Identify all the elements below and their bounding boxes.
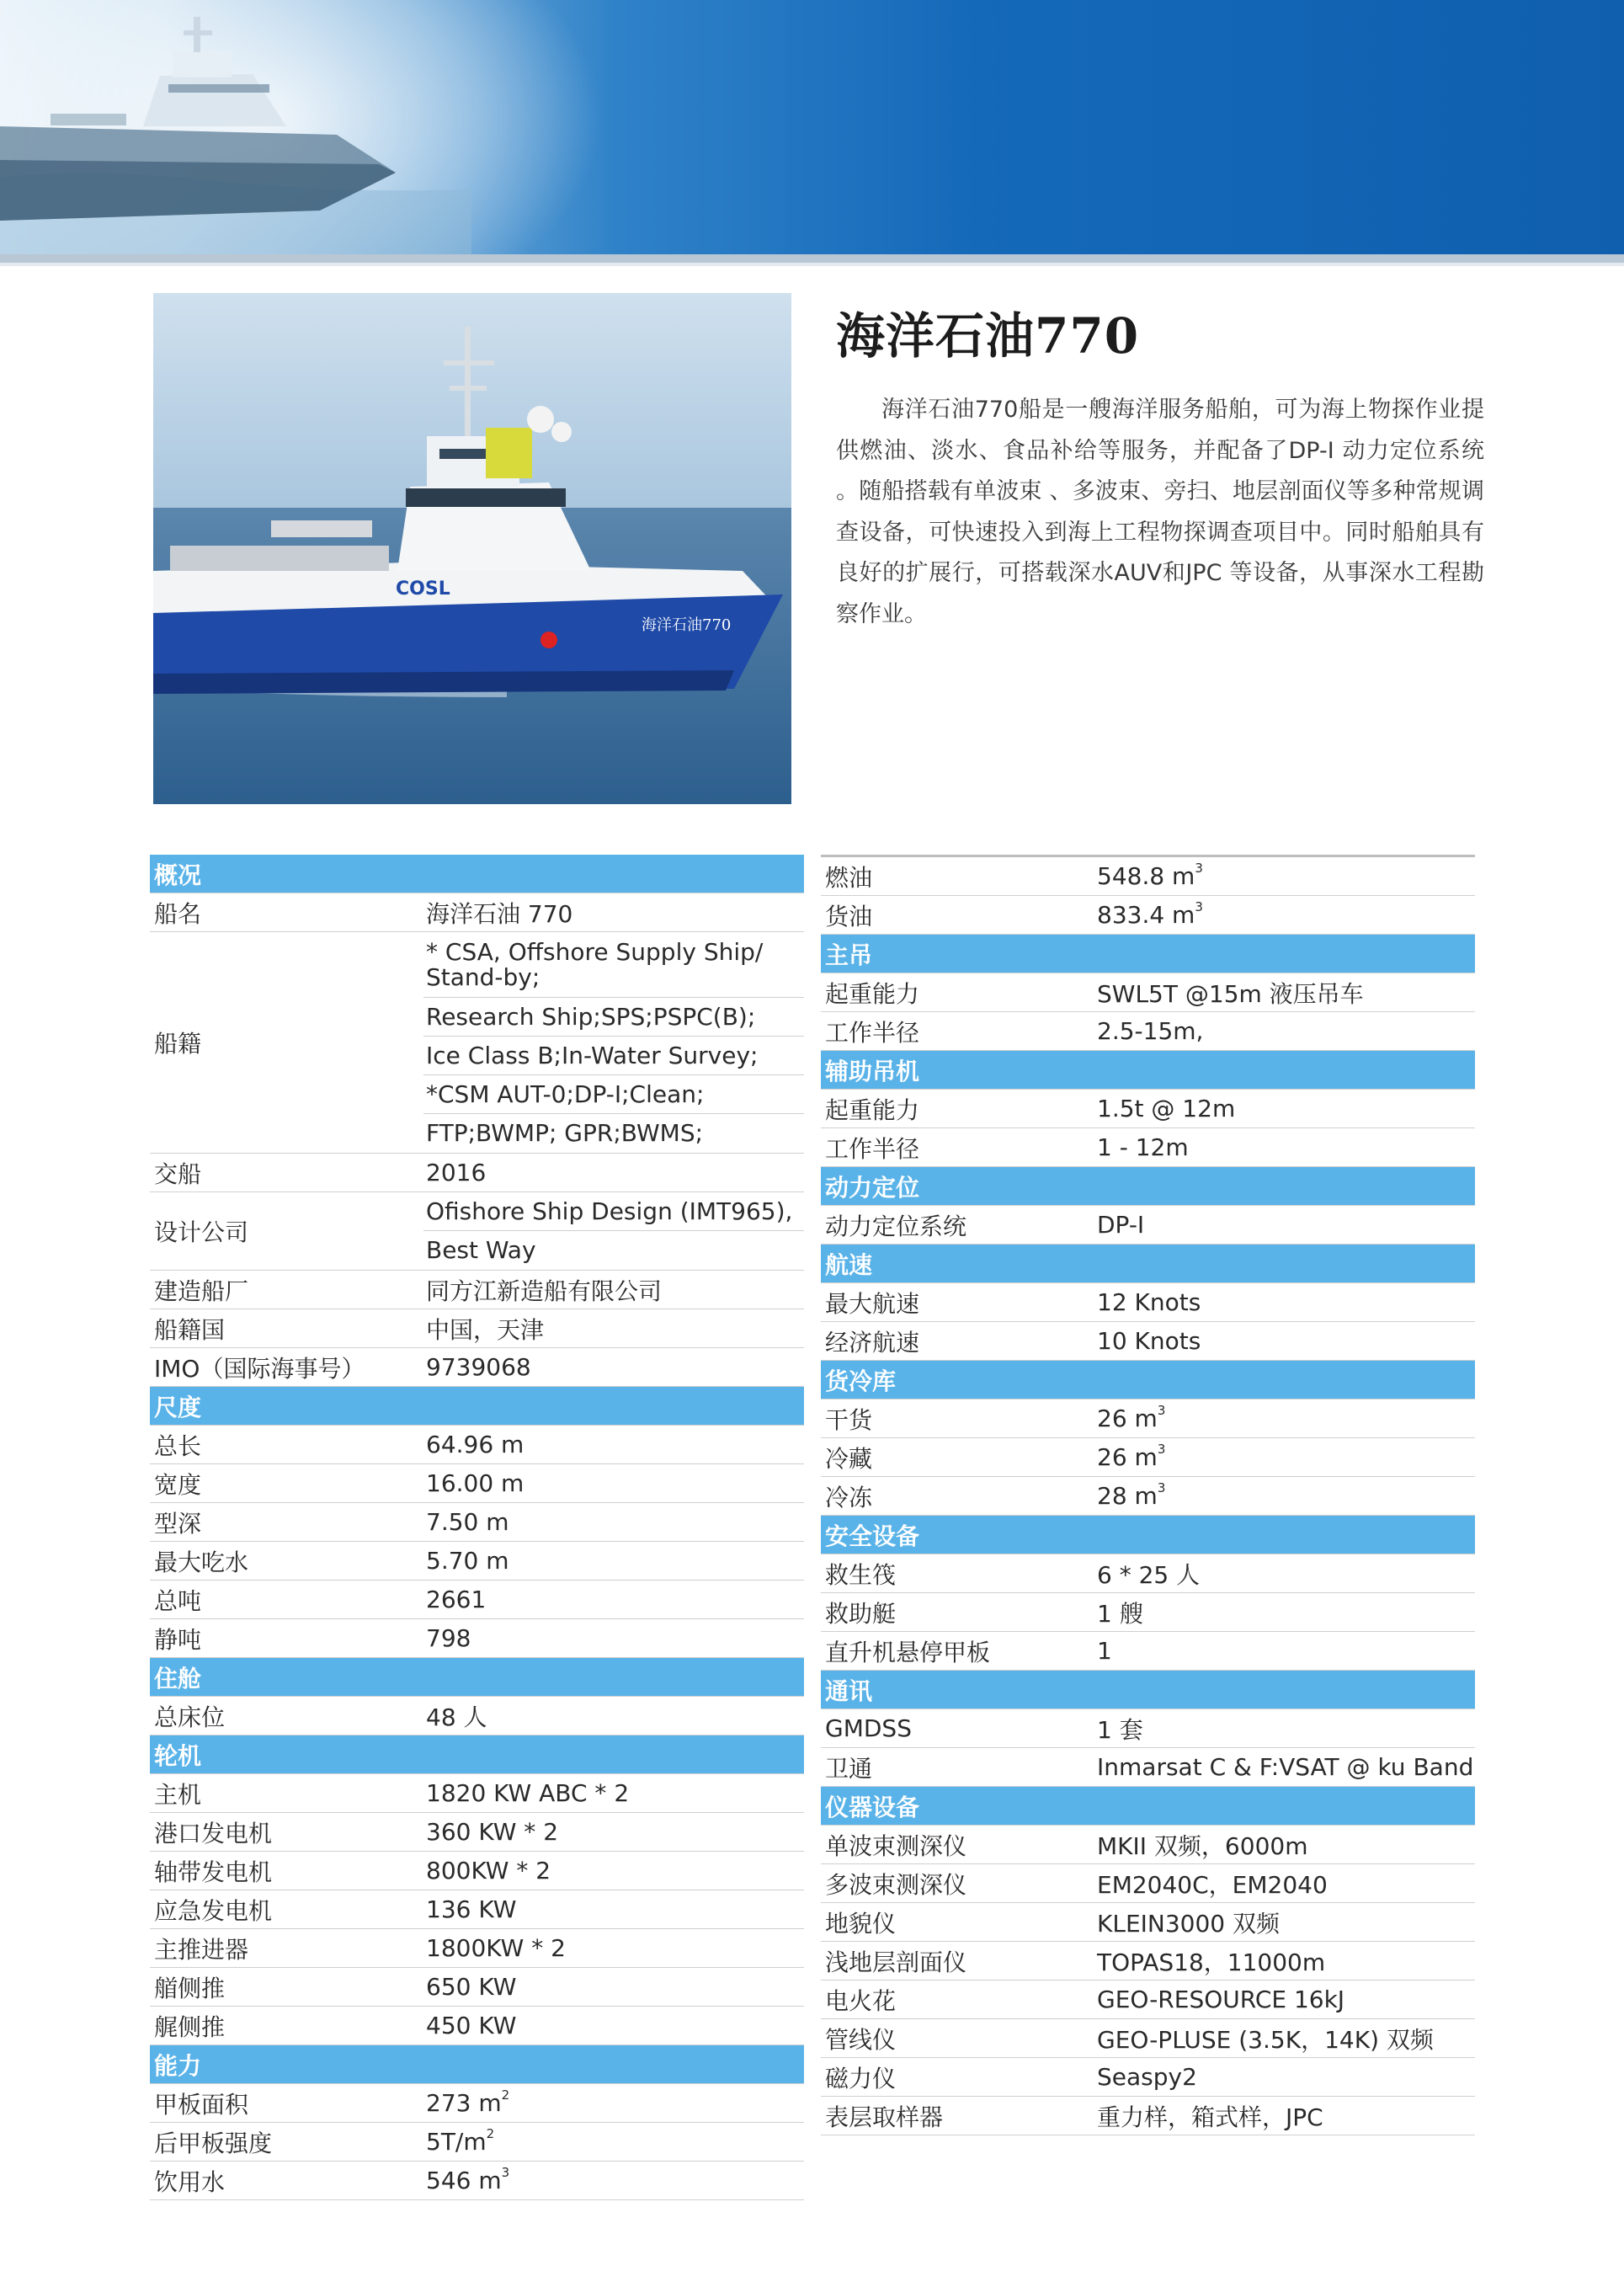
- spec-value-text: 同方江新造船有限公司: [426, 1277, 663, 1305]
- spec-label: 甲板面积: [154, 2090, 249, 2119]
- spec-label: 船籍: [154, 1030, 202, 1058]
- spec-label: 表层取样器: [825, 2103, 944, 2131]
- spec-value: [423, 893, 804, 931]
- spec-value: [1094, 1283, 1475, 1321]
- spec-row: [821, 1283, 1475, 1322]
- spec-value-text: GEO-PLUSE (3.5K，14K) 双频: [1097, 2025, 1434, 2054]
- spec-value: [1094, 1477, 1475, 1515]
- spec-value-text: 1800KW * 2: [426, 1934, 566, 1963]
- spec-value: [423, 1426, 804, 1463]
- spec-row: [150, 1929, 804, 1968]
- spec-value-text: 2661: [426, 1586, 487, 1614]
- spec-value-text: TOPAS18，11000m: [1097, 1948, 1326, 1976]
- spec-label: 最大航速: [825, 1289, 920, 1318]
- spec-value-line: *CSM AUT-0;DP-I;Clean;: [423, 1075, 804, 1114]
- spec-value-text: 64.96 m: [426, 1431, 524, 1459]
- spec-row: [821, 1632, 1475, 1671]
- spec-value: [423, 1309, 804, 1347]
- spec-value-text: DP-I: [1097, 1211, 1145, 1239]
- spec-value-line: Ofishore Ship Design (IMT965),: [423, 1192, 804, 1231]
- spec-label: 总长: [154, 1431, 202, 1460]
- unit-superscript: 3: [1157, 1402, 1166, 1418]
- spec-value: [1094, 857, 1475, 895]
- spec-label: 冷冻: [825, 1483, 873, 1511]
- spec-value: [1094, 1826, 1475, 1863]
- spec-value-text: GEO-RESOURCE 16kJ: [1097, 1986, 1345, 2013]
- spec-row: [150, 1542, 804, 1581]
- spec-row: [150, 1774, 804, 1813]
- spec-value: [1094, 1206, 1475, 1244]
- spec-row: [150, 1309, 804, 1348]
- spec-label: 起重能力: [825, 979, 920, 1008]
- section-header: 尺度: [150, 1387, 804, 1426]
- spec-value-text: 12 Knots: [1097, 1288, 1201, 1316]
- spec-label: 饮用水: [154, 2167, 226, 2196]
- spec-label: 多波束测深仪: [825, 1870, 967, 1899]
- spec-label: 电火花: [825, 1986, 897, 2015]
- spec-label: 艉侧推: [154, 2012, 226, 2041]
- spec-value-text: 5.70 m: [426, 1547, 509, 1575]
- spec-value-text: 16.00 m: [426, 1469, 524, 1498]
- spec-value-text: 6 * 25 人: [1097, 1560, 1201, 1589]
- spec-label: 艏侧推: [154, 1974, 226, 2002]
- section-header: 安全设备: [821, 1516, 1475, 1554]
- spec-value-text: 2.5-15m,: [1097, 1017, 1204, 1045]
- spec-row: [150, 2162, 804, 2200]
- spec-label: 轴带发电机: [154, 1858, 273, 1886]
- spec-value: [1094, 1593, 1475, 1631]
- spec-label: 单波束测深仪: [825, 1831, 967, 1860]
- spec-value: [423, 2007, 804, 2044]
- page-title: 海洋石油770: [836, 307, 1140, 365]
- spec-label: 静吨: [154, 1625, 202, 1654]
- spec-label: 总吨: [154, 1586, 202, 1615]
- spec-row: [821, 1128, 1475, 1167]
- section-header: 辅助吊机: [821, 1051, 1475, 1090]
- spec-value-text: 798: [426, 1624, 471, 1653]
- spec-label: 总床位: [154, 1703, 226, 1731]
- spec-value: [423, 2123, 804, 2161]
- spec-label: 卫通: [825, 1754, 873, 1783]
- spec-value-text: 1820 KW ABC * 2: [426, 1779, 630, 1808]
- section-header: 概况: [150, 855, 804, 893]
- spec-label: 货油: [825, 902, 873, 930]
- spec-label: 干货: [825, 1405, 873, 1434]
- spec-value-text: 重力样，箱式样，JPC: [1097, 2103, 1323, 2131]
- spec-row: [821, 1477, 1475, 1516]
- spec-value: [1094, 1554, 1475, 1592]
- spec-row: [150, 1890, 804, 1929]
- spec-value-line: Ice Class B;In-Water Survey;: [423, 1037, 804, 1075]
- spec-value: [423, 1154, 804, 1191]
- spec-value-text: 7.50 m: [426, 1508, 509, 1537]
- spec-value-text: 海洋石油 770: [426, 899, 573, 928]
- spec-value-text: KLEIN3000 双频: [1097, 1909, 1281, 1938]
- spec-value: [1094, 1709, 1475, 1747]
- spec-row: [150, 1581, 804, 1619]
- spec-value-text: EM2040C，EM2040: [1097, 1870, 1328, 1899]
- unit-superscript: 2: [486, 2125, 495, 2141]
- spec-row: [150, 1968, 804, 2007]
- unit-superscript: 2: [501, 2087, 510, 2103]
- section-header: 能力: [150, 2045, 804, 2084]
- spec-value: [423, 1581, 804, 1618]
- spec-label: 起重能力: [825, 1096, 920, 1124]
- spec-label: 船名: [154, 899, 202, 928]
- spec-value: [423, 1968, 804, 2006]
- spec-row: [821, 1322, 1475, 1361]
- spec-label: 冷藏: [825, 1444, 873, 1473]
- spec-value: [1094, 1012, 1475, 1050]
- spec-value: [423, 1503, 804, 1541]
- spec-label: 直升机悬停甲板: [825, 1638, 991, 1666]
- spec-row: [821, 1826, 1475, 1864]
- spec-value: [1094, 2058, 1475, 2096]
- spec-value: [1094, 2019, 1475, 2057]
- spec-value-text: 1.5t @ 12m: [1097, 1095, 1236, 1122]
- spec-row: [150, 1271, 804, 1309]
- spec-label: 管线仪: [825, 2025, 897, 2054]
- spec-row: [150, 1697, 804, 1735]
- spec-label: 主机: [154, 1780, 202, 1809]
- spec-row: [150, 1813, 804, 1852]
- spec-label: 动力定位系统: [825, 1212, 967, 1240]
- ship-brand-marking: COSL: [396, 578, 450, 600]
- spec-label: 宽度: [154, 1470, 202, 1499]
- spec-value-text: 48 人: [426, 1703, 487, 1731]
- banner-ship-illustration: [0, 0, 471, 254]
- unit-superscript: 3: [1195, 860, 1203, 876]
- spec-value: [1094, 1128, 1475, 1166]
- unit-superscript: 3: [1157, 1441, 1166, 1457]
- spec-row: [150, 2007, 804, 2045]
- spec-value-text: 650 KW: [426, 1973, 517, 2002]
- spec-label: 浅地层剖面仪: [825, 1948, 967, 1976]
- spec-table-right: [821, 855, 1475, 2135]
- spec-row: [150, 1426, 804, 1464]
- spec-value-text: 2016: [426, 1159, 487, 1187]
- spec-value: [423, 932, 804, 1153]
- spec-value: [1094, 1322, 1475, 1360]
- spec-value-text: 546 $m^3$: [426, 2164, 510, 2195]
- spec-value: [423, 1813, 804, 1851]
- spec-label: 交船: [154, 1159, 202, 1188]
- spec-value: [1094, 896, 1475, 934]
- spec-label: 磁力仪: [825, 2064, 897, 2092]
- spec-row: [150, 1619, 804, 1658]
- spec-value: [423, 1929, 804, 1967]
- spec-value: [1094, 1903, 1475, 1941]
- spec-value: [423, 2084, 804, 2122]
- spec-label: IMO（国际海事号）: [154, 1354, 365, 1383]
- spec-value-text: 26 $m^3$: [1097, 1441, 1166, 1471]
- spec-value-text: MKII 双频，6000m: [1097, 1831, 1308, 1860]
- spec-value: [1094, 1980, 1475, 2018]
- spec-value-text: SWL5T @15m 液压吊车: [1097, 979, 1364, 1008]
- spec-value-text: 1 艘: [1097, 1599, 1143, 1628]
- spec-value: [1094, 2097, 1475, 2135]
- spec-row: [821, 1090, 1475, 1128]
- spec-value: [423, 1271, 804, 1309]
- spec-value-line: FTP;BWMP; GPR;BWMS;: [426, 1119, 704, 1148]
- section-header: 动力定位: [821, 1167, 1475, 1206]
- section-header: 仪器设备: [821, 1787, 1475, 1826]
- spec-label: 后甲板强度: [154, 2129, 273, 2157]
- spec-row: [150, 1503, 804, 1542]
- spec-row: [150, 1154, 804, 1192]
- spec-label: 船籍国: [154, 1315, 226, 1344]
- spec-row: [821, 2058, 1475, 2097]
- spec-table-left: [150, 855, 804, 2200]
- spec-value-line: * CSA, Offshore Supply Ship/ Stand-by;: [423, 932, 804, 998]
- ship-photo: [153, 293, 791, 804]
- spec-value: [1094, 1864, 1475, 1902]
- unit-superscript: 3: [1157, 1479, 1166, 1495]
- spec-row: [150, 1192, 804, 1271]
- spec-row: [821, 1709, 1475, 1748]
- spec-value: [1094, 1748, 1475, 1786]
- section-header: 航速: [821, 1245, 1475, 1283]
- spec-row: [821, 1206, 1475, 1245]
- spec-label: 设计公司: [154, 1218, 249, 1247]
- spec-row: [150, 2123, 804, 2162]
- spec-value-text: 9739068: [426, 1353, 531, 1382]
- spec-value-line: Research Ship;SPS;PSPC(B);: [423, 998, 804, 1037]
- spec-value-text: Inmarsat C & F:VSAT @ ku Band: [1097, 1753, 1474, 1781]
- spec-value: [1094, 1090, 1475, 1128]
- spec-row: [821, 1554, 1475, 1593]
- spec-label: 型深: [154, 1509, 202, 1538]
- banner-divider-light: [0, 263, 1624, 266]
- spec-row: [821, 1438, 1475, 1477]
- spec-value: [423, 1890, 804, 1928]
- spec-value-text: 273 $m^2$: [426, 2087, 510, 2118]
- spec-value-text: 26 $m^3$: [1097, 1402, 1166, 1432]
- spec-value-text: 548.8 $m^3$: [1097, 860, 1203, 890]
- section-header: 主吊: [821, 935, 1475, 973]
- spec-value-text: Seaspy2: [1097, 2063, 1197, 2091]
- spec-value: [423, 1774, 804, 1812]
- spec-value: [423, 1852, 804, 1890]
- spec-value-text: 360 KW * 2: [426, 1818, 559, 1847]
- spec-value-text: 28 $m^3$: [1097, 1479, 1166, 1510]
- spec-value-text: 136 KW: [426, 1895, 517, 1924]
- spec-label: 燃油: [825, 863, 873, 892]
- spec-value-text: 1: [1097, 1637, 1112, 1665]
- spec-row: [821, 1593, 1475, 1632]
- spec-value-text: $5T/m^2$: [426, 2125, 495, 2156]
- ship-name-marking: 海洋石油770: [642, 616, 732, 634]
- spec-value-text: 450 KW: [426, 2012, 517, 2040]
- header-banner: [0, 0, 1624, 254]
- spec-value-text: 833.4 $m^3$: [1097, 898, 1203, 929]
- spec-row: [821, 1903, 1475, 1942]
- spec-value-line: Best Way: [426, 1236, 536, 1265]
- spec-value: [1094, 1399, 1475, 1437]
- spec-value-text: 1 套: [1097, 1715, 1143, 1744]
- spec-row: [821, 2019, 1475, 2058]
- spec-value: [423, 1464, 804, 1502]
- section-header: 货冷库: [821, 1361, 1475, 1399]
- spec-row: [150, 1348, 804, 1387]
- spec-row: [821, 896, 1475, 935]
- section-header: 轮机: [150, 1735, 804, 1774]
- spec-label: 港口发电机: [154, 1819, 273, 1847]
- spec-row: [150, 893, 804, 932]
- ship-description: 海洋石油770船是一艘海洋服务船舶，可为海上物探作业提供燃油、淡水、食品补给等服务，并配备了DP-I 动力定位系统 。随船搭载有单波束 、多波束、旁扫、地层剖面仪等多种常规调查设备，可快速投入到海上工程物探调查项目中。同时船舶具有良好的扩展行，可搭载深水AUV和JPC 等设备，从事深水工程勘察作业。: [836, 397, 1484, 627]
- unit-superscript: 3: [1195, 898, 1203, 914]
- section-header: 通讯: [821, 1671, 1475, 1709]
- spec-value-text: 10 Knots: [1097, 1327, 1201, 1355]
- spec-value: [423, 1192, 804, 1270]
- banner-divider: [0, 254, 1624, 263]
- spec-label: 救助艇: [825, 1599, 897, 1628]
- spec-row: [150, 1852, 804, 1890]
- spec-row: [821, 1864, 1475, 1903]
- spec-value-text: 800KW * 2: [426, 1857, 551, 1885]
- spec-row: [821, 1980, 1475, 2019]
- spec-value: [423, 2162, 804, 2199]
- spec-row: [821, 1399, 1475, 1438]
- spec-label: GMDSS: [825, 1714, 912, 1742]
- unit-superscript: 3: [501, 2164, 510, 2180]
- spec-row: [821, 857, 1475, 896]
- spec-label: 建造船厂: [154, 1277, 249, 1305]
- spec-row: [150, 2084, 804, 2123]
- spec-row: [150, 1464, 804, 1503]
- spec-label: 救生筏: [825, 1560, 897, 1589]
- spec-row: [821, 2097, 1475, 2135]
- spec-label: 经济航速: [825, 1328, 920, 1357]
- spec-value: [423, 1619, 804, 1657]
- spec-label: 最大吃水: [154, 1548, 249, 1576]
- spec-value: [423, 1697, 804, 1735]
- spec-value: [423, 1542, 804, 1580]
- spec-row: [821, 1942, 1475, 1980]
- spec-value: [1094, 1632, 1475, 1670]
- spec-value: [1094, 1438, 1475, 1476]
- spec-label: 工作半径: [825, 1018, 920, 1047]
- spec-value: [1094, 1942, 1475, 1980]
- spec-label: 应急发电机: [154, 1896, 273, 1925]
- spec-row: [821, 1012, 1475, 1051]
- spec-row: [821, 1748, 1475, 1787]
- spec-value: [423, 1348, 804, 1386]
- spec-value: [1094, 973, 1475, 1011]
- spec-value-text: 1 - 12m: [1097, 1133, 1189, 1161]
- spec-label: 工作半径: [825, 1134, 920, 1163]
- spec-value-text: 中国，天津: [426, 1315, 545, 1344]
- section-header: 住舱: [150, 1658, 804, 1697]
- spec-label: 主推进器: [154, 1935, 249, 1964]
- spec-row: [150, 932, 804, 1154]
- spec-label: 地貌仪: [825, 1909, 897, 1938]
- spec-row: [821, 973, 1475, 1012]
